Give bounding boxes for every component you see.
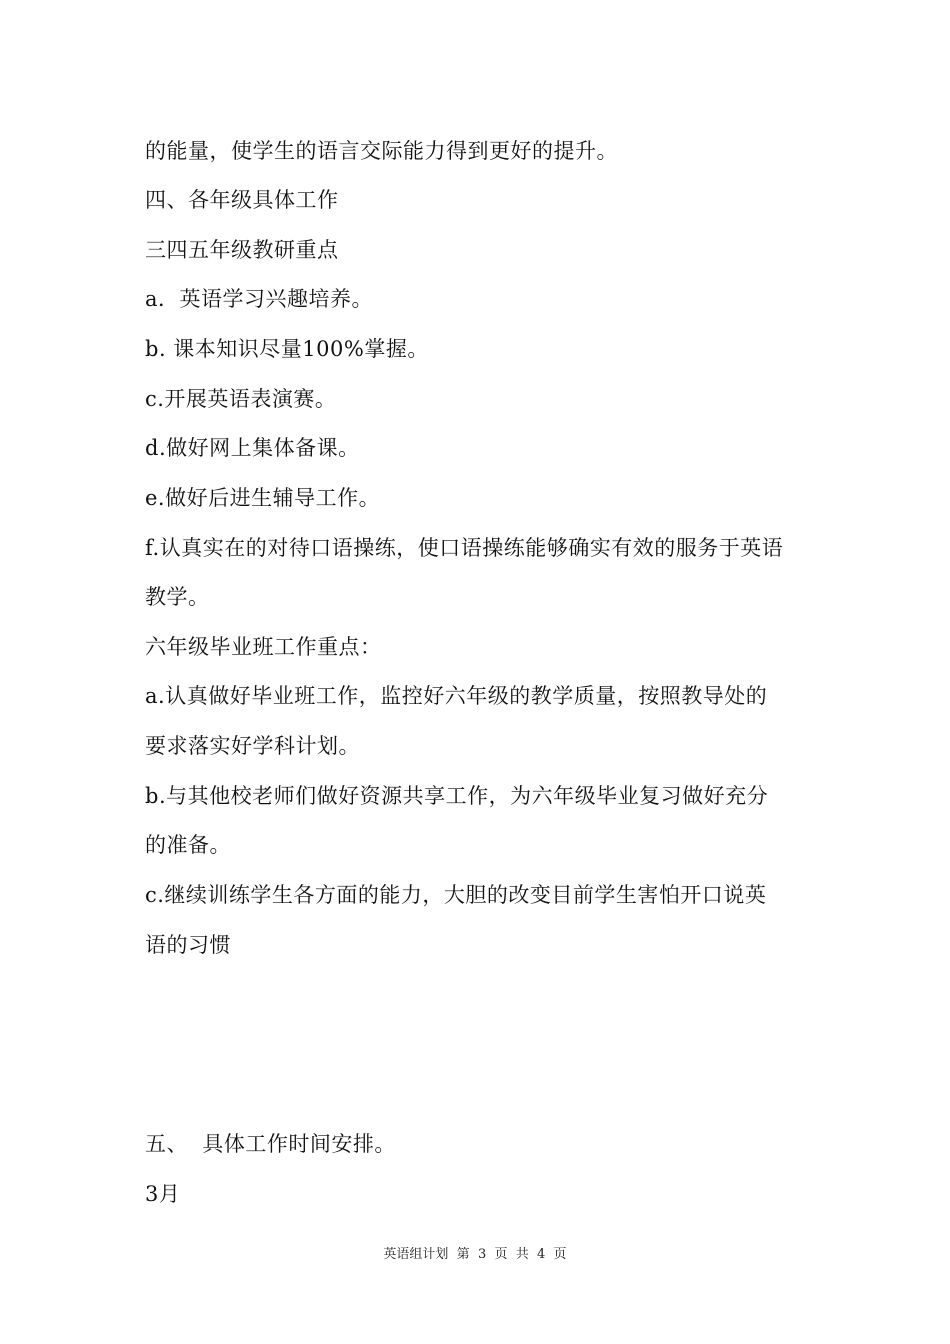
- list-item: b.与其他校老师们做好资源共享工作，为六年级毕业复习做好充分: [145, 784, 769, 808]
- page-footer: 英语组计划 第 3 页 共 4 页: [383, 1247, 567, 1262]
- list-item-continuation: 要求落实好学科计划。: [145, 734, 360, 758]
- list-item: c.继续训练学生各方面的能力，大胆的改变目前学生害怕开口说英: [145, 883, 767, 907]
- month-heading: 3月: [145, 1182, 181, 1206]
- list-item: c.开展英语表演赛。: [145, 387, 337, 411]
- list-item: a.认真做好毕业班工作，监控好六年级的教学质量，按照教导处的: [145, 684, 768, 708]
- list-item: d.做好网上集体备课。: [145, 436, 360, 460]
- subheading-grade-6: 六年级毕业班工作重点：: [145, 635, 382, 659]
- list-item: b. 课本知识尽量100%掌握。: [145, 337, 429, 361]
- list-item-continuation: 教学。: [145, 585, 210, 609]
- list-item: a．英语学习兴趣培养。: [145, 287, 374, 311]
- list-item: f.认真实在的对待口语操练，使口语操练能够确实有效的服务于英语: [145, 536, 784, 560]
- list-item: e.做好后进生辅导工作。: [145, 486, 381, 510]
- list-item-continuation: 语的习惯: [145, 933, 231, 957]
- list-item-continuation: 的准备。: [145, 833, 231, 857]
- section-heading-5: 五、 具体工作时间安排。: [145, 1132, 396, 1156]
- section-heading-4: 四、各年级具体工作: [145, 188, 339, 212]
- paragraph-line: 的能量，使学生的语言交际能力得到更好的提升。: [145, 139, 618, 163]
- subheading-grade-3-5: 三四五年级教研重点: [145, 238, 339, 262]
